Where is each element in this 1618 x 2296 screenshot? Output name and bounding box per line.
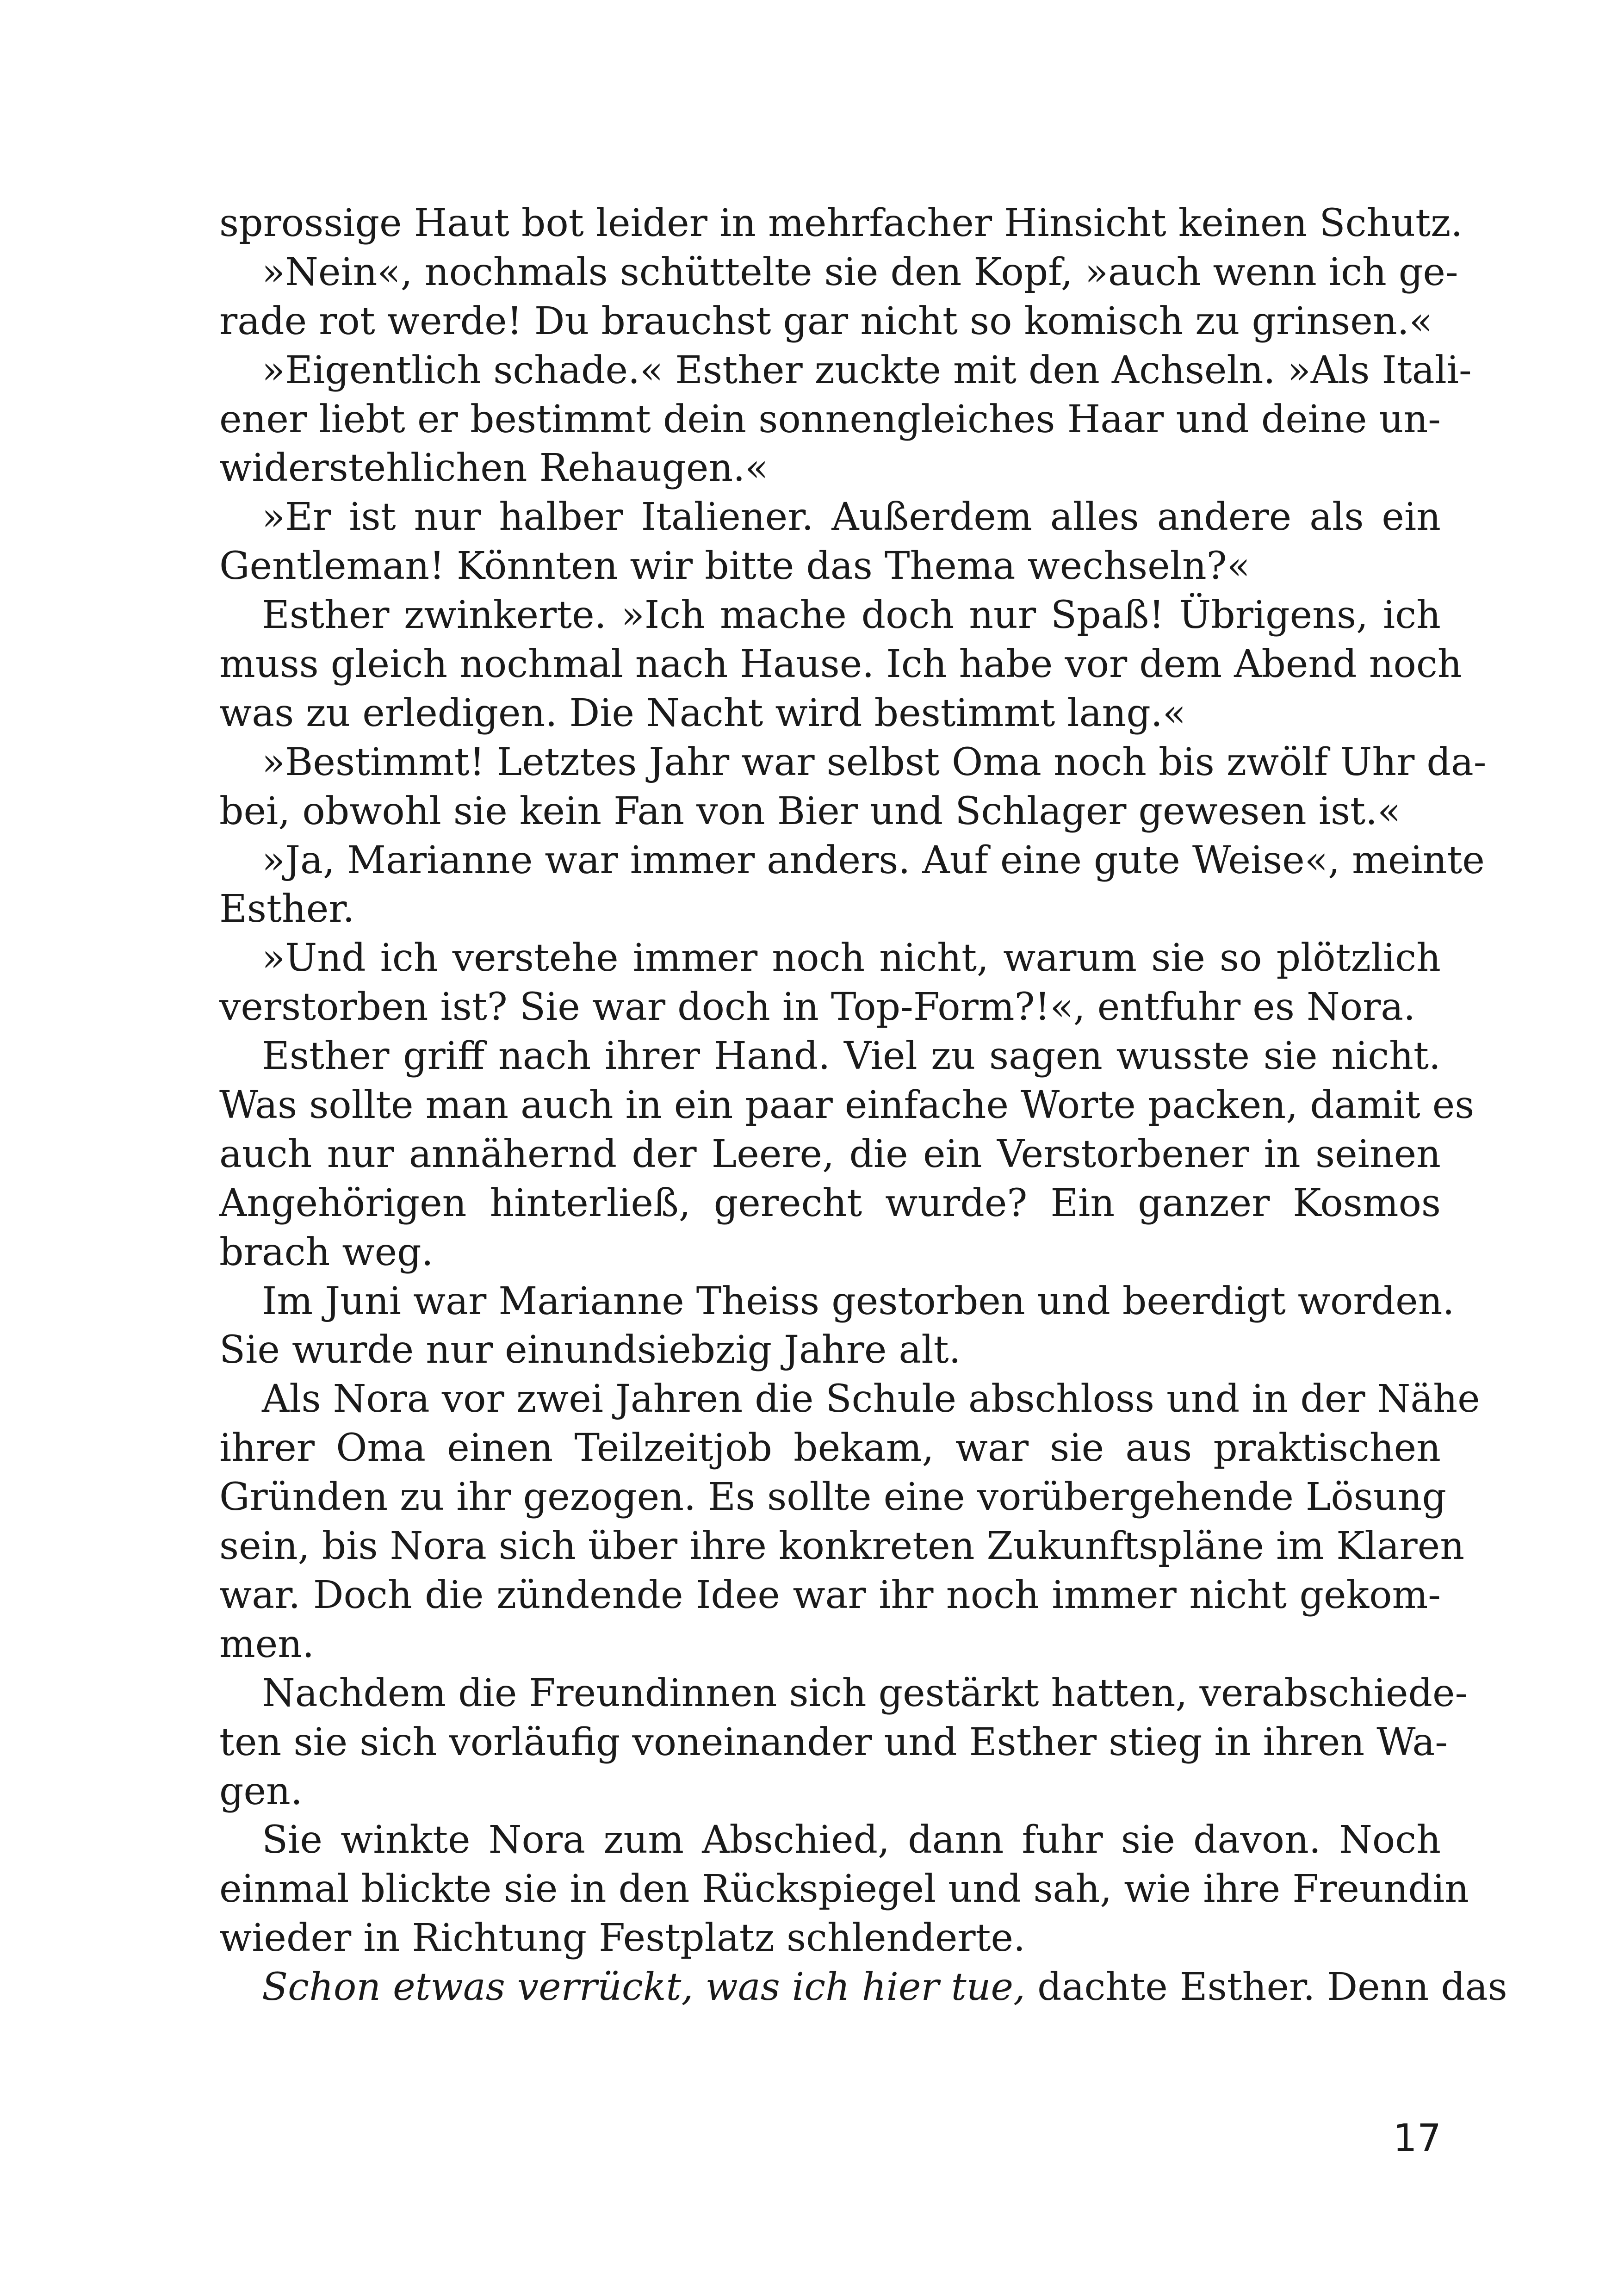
text-line: Gründen zu ihr gezogen. Es sollte eine vorübergehende Lösung [219,1475,1446,1520]
text-line: »Er ist nur halber Italiener. Außerdem alles andere als ein [262,495,1441,540]
text-line: »Und ich verstehe immer noch nicht, warum sie so plötzlich [262,936,1441,980]
final-text-line [219,1963,1507,2012]
text-line: Esther zwinkerte. »Ich mache doch nur Spaß! Übrigens, ich [262,593,1441,638]
text-line: einmal blickte sie in den Rückspiegel und sah, wie ihre Freundin [219,1867,1469,1911]
text-line: rade rot werde! Du brauchst gar nicht so komisch zu grinsen.« [219,299,1432,343]
narration-text: dachte Esther. Denn das [1025,1965,1507,2010]
text-line: verstorben ist? Sie war doch in Top-Form?!«, entfuhr es Nora. [219,985,1416,1030]
text-line: Als Nora vor zwei Jahren die Schule abschloss und in der Nähe [262,1377,1480,1421]
text-line: bei, obwohl sie kein Fan von Bier und Schlager gewesen ist.« [219,789,1401,833]
text-line: gen. [219,1769,303,1813]
text-line: Esther griff nach ihrer Hand. Viel zu sagen wusste sie nicht. [262,1034,1441,1079]
text-line: »Eigentlich schade.« Esther zuckte mit den Achseln. »Als Itali- [262,348,1472,392]
text-line: wieder in Richtung Festplatz schlenderte. [219,1916,1026,1961]
text-line: sprossige Haut bot leider in mehrfacher Hinsicht keinen Schutz. [219,201,1463,245]
text-line: Was sollte man auch in ein paar einfache Worte packen, damit es [219,1083,1475,1128]
text-line: sein, bis Nora sich über ihre konkreten Zukunftspläne im Klaren [219,1524,1465,1569]
text-line: »Bestimmt! Letztes Jahr war selbst Oma noch bis zwölf Uhr da- [262,740,1487,784]
text-line: Gentleman! Könnten wir bitte das Thema wechseln?« [219,544,1250,589]
text-line: ener liebt er bestimmt dein sonnengleiches Haar und deine un- [219,397,1441,441]
text-line: muss gleich nochmal nach Hause. Ich habe vor dem Abend noch [219,642,1462,687]
text-line: war. Doch die zündende Idee war ihr noch immer nicht gekom- [219,1573,1441,1617]
body-text [219,199,1507,2012]
text-line: Esther. [219,887,355,931]
text-line: »Ja, Marianne war immer anders. Auf eine gute Weise«, meinte [262,838,1485,882]
text-line: »Nein«, nochmals schüttelte sie den Kopf, »auch wenn ich ge- [262,250,1458,294]
text-line: Sie wurde nur einundsiebzig Jahre alt. [219,1328,961,1372]
text-line: Sie winkte Nora zum Abschied, dann fuhr sie davon. Noch [262,1818,1441,1862]
text-line: Angehörigen hinterließ, gerecht wurde? Ein ganzer Kosmos [219,1181,1441,1225]
text-line: widerstehlichen Rehaugen.« [219,446,769,490]
text-line: ten sie sich vorläufig voneinander und Esther stieg in ihren Wa- [219,1720,1448,1764]
text-line: was zu erledigen. Die Nacht wird bestimmt lang.« [219,691,1186,735]
text-line: Nachdem die Freundinnen sich gestärkt hatten, verabschiede- [262,1671,1468,1715]
text-line: auch nur annähernd der Leere, die ein Verstorbener in seinen [219,1132,1441,1176]
text-line: brach weg. [219,1230,434,1274]
italic-thought: Schon etwas verrückt, was ich hier tue, [262,1965,1026,2010]
text-line: Im Juni war Marianne Theiss gestorben und beerdigt worden. [262,1279,1455,1323]
text-line: ihrer Oma einen Teilzeitjob bekam, war sie aus praktischen [219,1426,1441,1471]
page-number: 17 [1393,2116,1441,2160]
text-line: men. [219,1622,315,1666]
